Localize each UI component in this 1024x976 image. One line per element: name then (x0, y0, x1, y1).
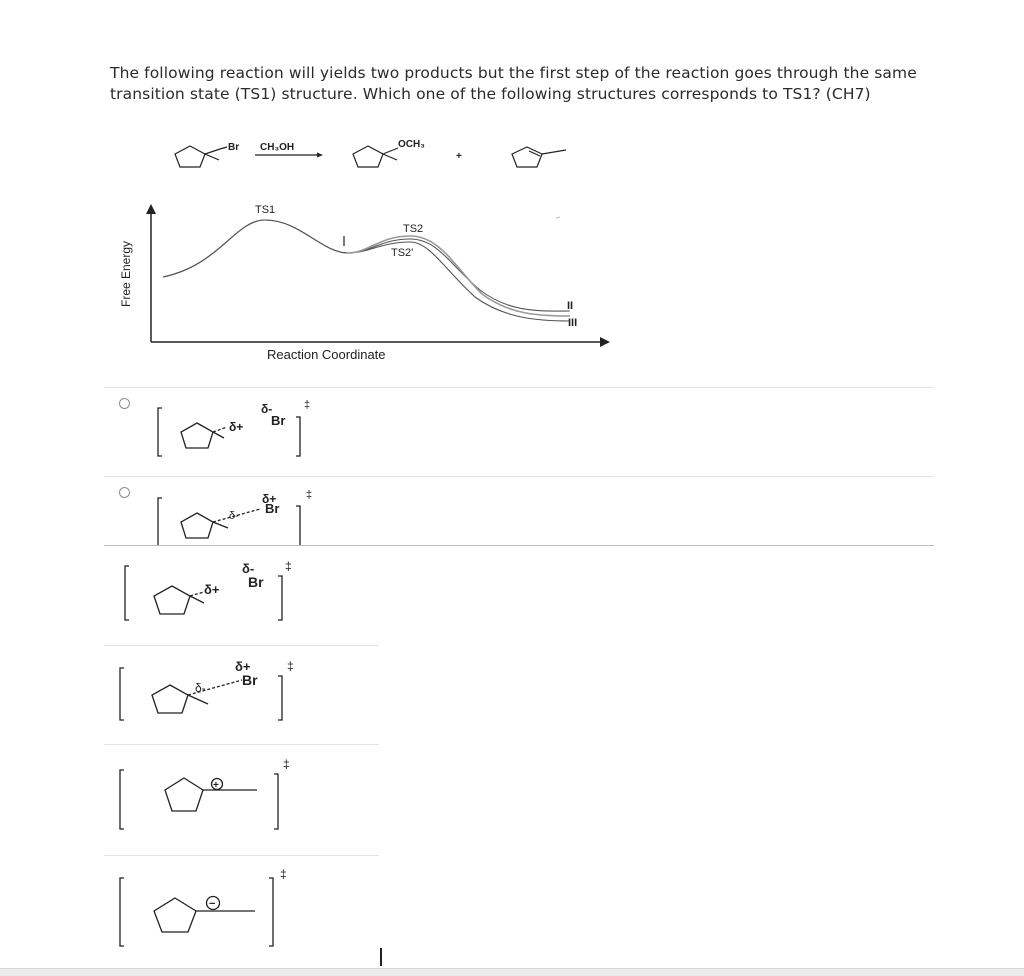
curve-upper (163, 220, 570, 311)
option-4-br: Br (242, 672, 258, 688)
option-4-bottom-charge: δ- (195, 681, 206, 695)
option-4-structure[interactable] (115, 654, 315, 726)
option-3-top-charge: δ- (242, 561, 255, 576)
option-1-top-charge: δ- (261, 402, 273, 416)
product3-label: III (568, 317, 578, 329)
option-1-br: Br (271, 413, 286, 428)
option-1-dagger: ‡ (304, 399, 311, 411)
option-2-top-charge: δ+ (262, 492, 277, 506)
plus-sign: + (456, 151, 462, 162)
separator (104, 645, 379, 646)
x-axis-label: Reaction Coordinate (267, 347, 386, 362)
option-5-dagger: ‡ (283, 757, 290, 771)
leaving-group-label: Br (228, 142, 240, 153)
curve-middle (348, 236, 570, 316)
separator (104, 476, 934, 477)
option-6-structure[interactable] (115, 862, 315, 952)
option-3-dagger: ‡ (285, 559, 292, 573)
product1-group-label: OCH₃ (398, 139, 425, 150)
product2-label: II (567, 300, 574, 312)
option-3-br: Br (248, 574, 264, 590)
option-6-dagger: ‡ (280, 867, 287, 881)
option-2-radio[interactable] (119, 487, 130, 498)
option-3-structure[interactable] (120, 556, 310, 628)
reagent-label: CH₃OH (260, 142, 295, 153)
option-4-dagger: ‡ (287, 659, 294, 673)
separator (104, 855, 379, 856)
ts2-prime-label: TS2' (391, 247, 414, 259)
option-6-charge: − (209, 898, 216, 910)
ts2-label: TS2 (403, 223, 424, 235)
option-1-bottom-charge: δ+ (229, 420, 244, 434)
y-axis-label: Free Energy (119, 240, 133, 307)
option-4-top-charge: δ+ (235, 659, 251, 674)
text-cursor (380, 948, 382, 966)
option-1-structure[interactable] (150, 396, 330, 462)
option-1-radio[interactable] (119, 398, 130, 409)
option-5-charge: + (213, 780, 219, 791)
option-5-structure[interactable] (115, 755, 315, 835)
separator (104, 744, 379, 745)
energy-diagram (110, 195, 620, 365)
option-2-dagger: ‡ (306, 489, 313, 501)
separator (104, 387, 934, 388)
reaction-scheme (160, 134, 590, 174)
option-2-br: Br (265, 501, 280, 516)
question-text: The following reaction will yields two products but the first step of the reaction goes through the same transition state (TS1) structure. Which one of the following structures corresponds to TS1? (CH7) (110, 64, 917, 103)
option-3-bottom-charge: δ+ (204, 582, 220, 597)
option-2-bottom-charge: δ- (229, 510, 239, 522)
ts1-label: TS1 (255, 204, 276, 216)
option-2-structure[interactable] (150, 486, 330, 546)
